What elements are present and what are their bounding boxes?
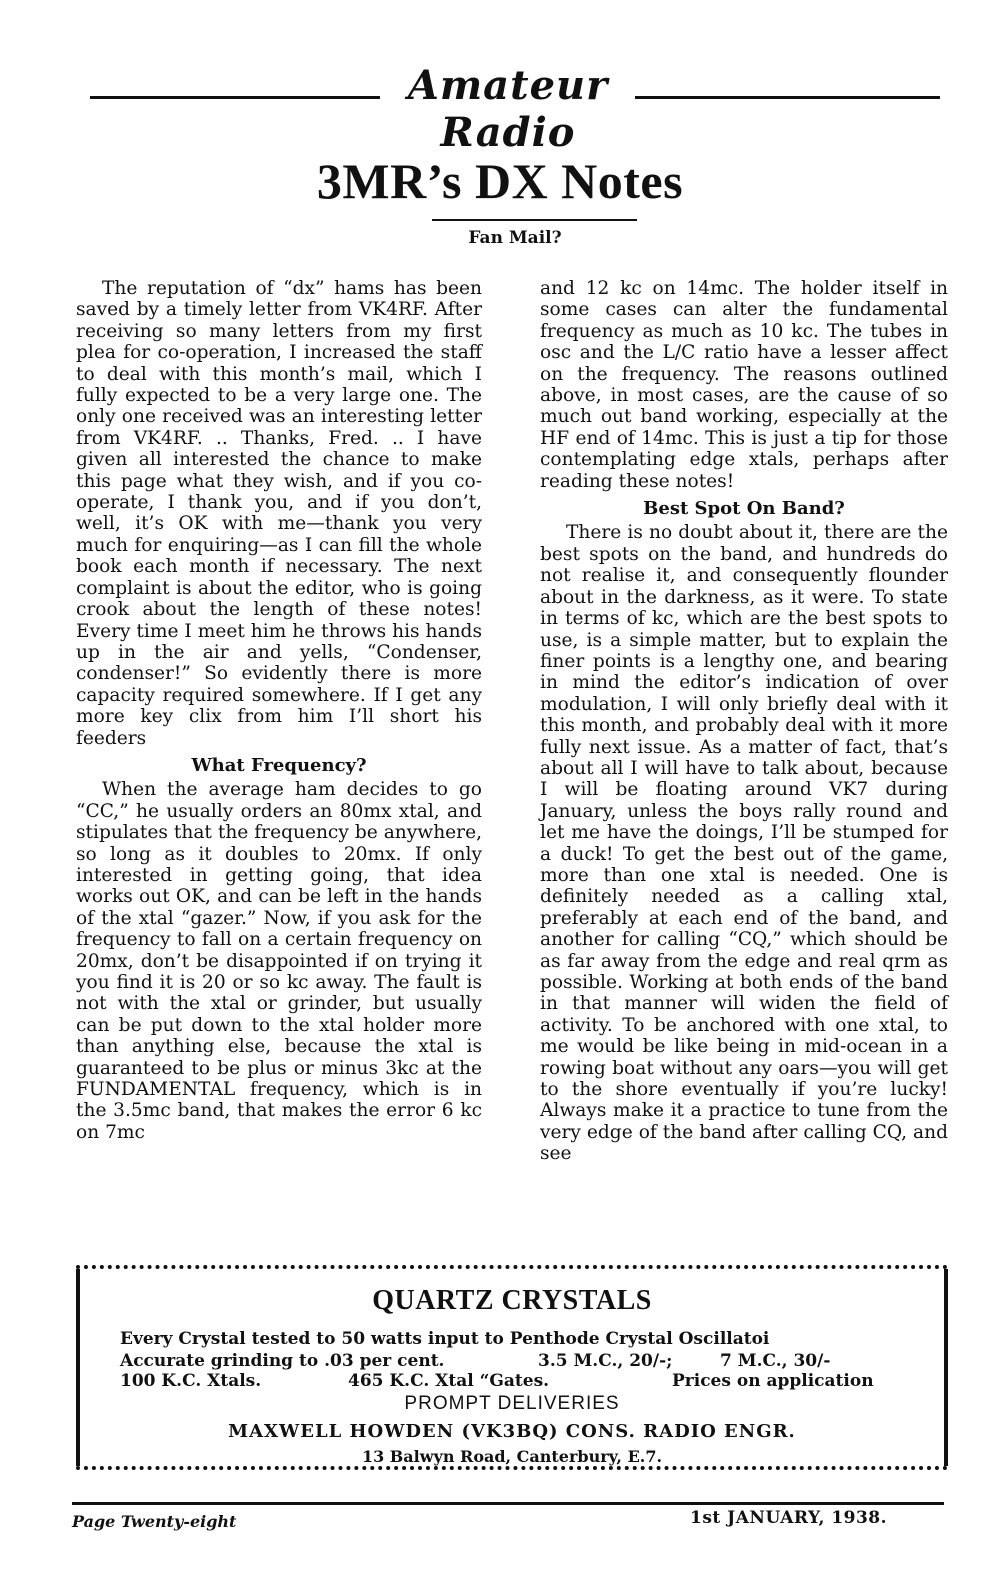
left-column: [76, 278, 482, 1143]
masthead-rule-right: [635, 96, 940, 99]
masthead-title: Amateur Radio: [407, 62, 609, 156]
footer-rule: [72, 1502, 944, 1505]
paragraph: and 12 kc on 14mc. The holder itself in some cases can alter the fundamental frequency as much as 10 kc. The tubes in osc and the L/C ratio have a lesser affect on the frequency. The reasons outlined above, in most cases, are the cause of so much out band working, especially at the HF end of 14mc. This is just a tip for those contemplating edge xtals, perhaps after reading these notes!: [540, 278, 948, 492]
ad-text: Accurate grinding to .03 per cent.: [120, 1351, 445, 1371]
masthead: [90, 62, 940, 156]
masthead-rule-left: [90, 96, 380, 99]
ad-company: MAXWELL HOWDEN (VK3BQ) CONS. RADIO ENGR.: [228, 1421, 796, 1442]
ad-address: 13 Balwyn Road, Canterbury, E.7.: [361, 1447, 663, 1466]
ad-text: Prices on application: [672, 1371, 874, 1391]
ad-text: 465 K.C. Xtal “Gates.: [348, 1371, 550, 1391]
right-column: [540, 278, 948, 1165]
article-title: 3MR’s DX Notes: [316, 153, 684, 209]
ad-line: [120, 1351, 924, 1371]
ad-prompt: PROMPT DELIVERIES: [404, 1393, 620, 1414]
article-subtitle: Fan Mail?: [468, 228, 562, 248]
advertisement-box: [76, 1265, 948, 1470]
page-number: Page Twenty-eight: [72, 1512, 237, 1531]
paragraph: The reputation of “dx” hams has been saved by a timely letter from VK4RF. After receiving so many letters from my first plea for co-operation, I increased the staff to deal with this month’s mail, which I fully expected to be a very large one. The only one received was an interesting letter from VK4RF. .. Thanks, Fred. .. I have given all interested the chance to make this page what they wish, and if you co-operate, I thank you, and if you don’t, well, it’s OK with me—thank you very much for enquiring—as I can fill the whole book each month if necessary. The next complaint is about the editor, who is going crook about the length of these notes! Every time I meet him he throws his hands up in the air and yells, “Condenser, condenser!” So evidently there is more capacity required somewhere. If I get any more key clix from him I’ll short his feeders: [76, 278, 482, 749]
ad-text: 3.5 M.C., 20/-;: [538, 1351, 673, 1371]
ad-line: Every Crystal tested to 50 watts input to Penthode Crystal Oscillatoi: [120, 1329, 770, 1349]
title-divider: [432, 219, 637, 221]
section-heading: What Frequency?: [191, 754, 367, 776]
ad-text: 7 M.C., 30/-: [720, 1351, 831, 1371]
paragraph: When the average ham decides to go “CC,” he usually orders an 80mx xtal, and stipulates that the frequency be anywhere, so long as it doubles to 20mx. If only interested in getting going, that idea works out OK, and can be left in the hands of the xtal “gazer.” Now, if you ask for the frequency to fall on a certain frequency on 20mx, don’t be disappointed if on trying it you find it is 20 or so kc away. The fault is not with the xtal or grinder, but usually can be put down to the xtal holder more than anything else, because the xtal is guaranteed to be plus or minus 3kc at the FUNDAMENTAL frequency, which is in the 3.5mc band, that makes the error 6 kc on 7mc: [76, 779, 482, 1143]
paragraph: There is no doubt about it, there are the best spots on the band, and hundreds do not realise it, and consequently flounder about in the darkness, as it were. To state in terms of kc, which are the best spots to use, is a simple matter, but to explain the finer points is a lengthy one, and bearing in mind the editor’s indication of over modulation, I will only briefly deal with it this month, and probably deal with it more fully next issue. As a matter of fact, that’s about all I will have to talk about, because I will be floating around VK7 during January, unless the boys rally round and let me have the doings, I’ll be stumped for a duck! To get the best out of the game, more than one xtal is needed. One is definitely needed as a calling xtal, preferably at each end of the band, and another for calling “CQ,” which should be as far away from the edge and real qrm as possible. Working at both ends of the band in that manner will widen the field of activity. To be anchored with one xtal, to me would be like being in mid-ocean in a rowing boat without any oars—you will get to the shore eventually if you’re lucky! Always make it a practice to tune from the very edge of the band after calling CQ, and see: [540, 522, 948, 1165]
ad-line: [120, 1371, 924, 1391]
ad-text: 100 K.C. Xtals.: [120, 1371, 262, 1391]
section-heading: Best Spot On Band?: [643, 498, 845, 520]
issue-date: 1st JANUARY, 1938.: [690, 1508, 888, 1528]
ad-heading: QUARTZ CRYSTALS: [372, 1285, 652, 1316]
